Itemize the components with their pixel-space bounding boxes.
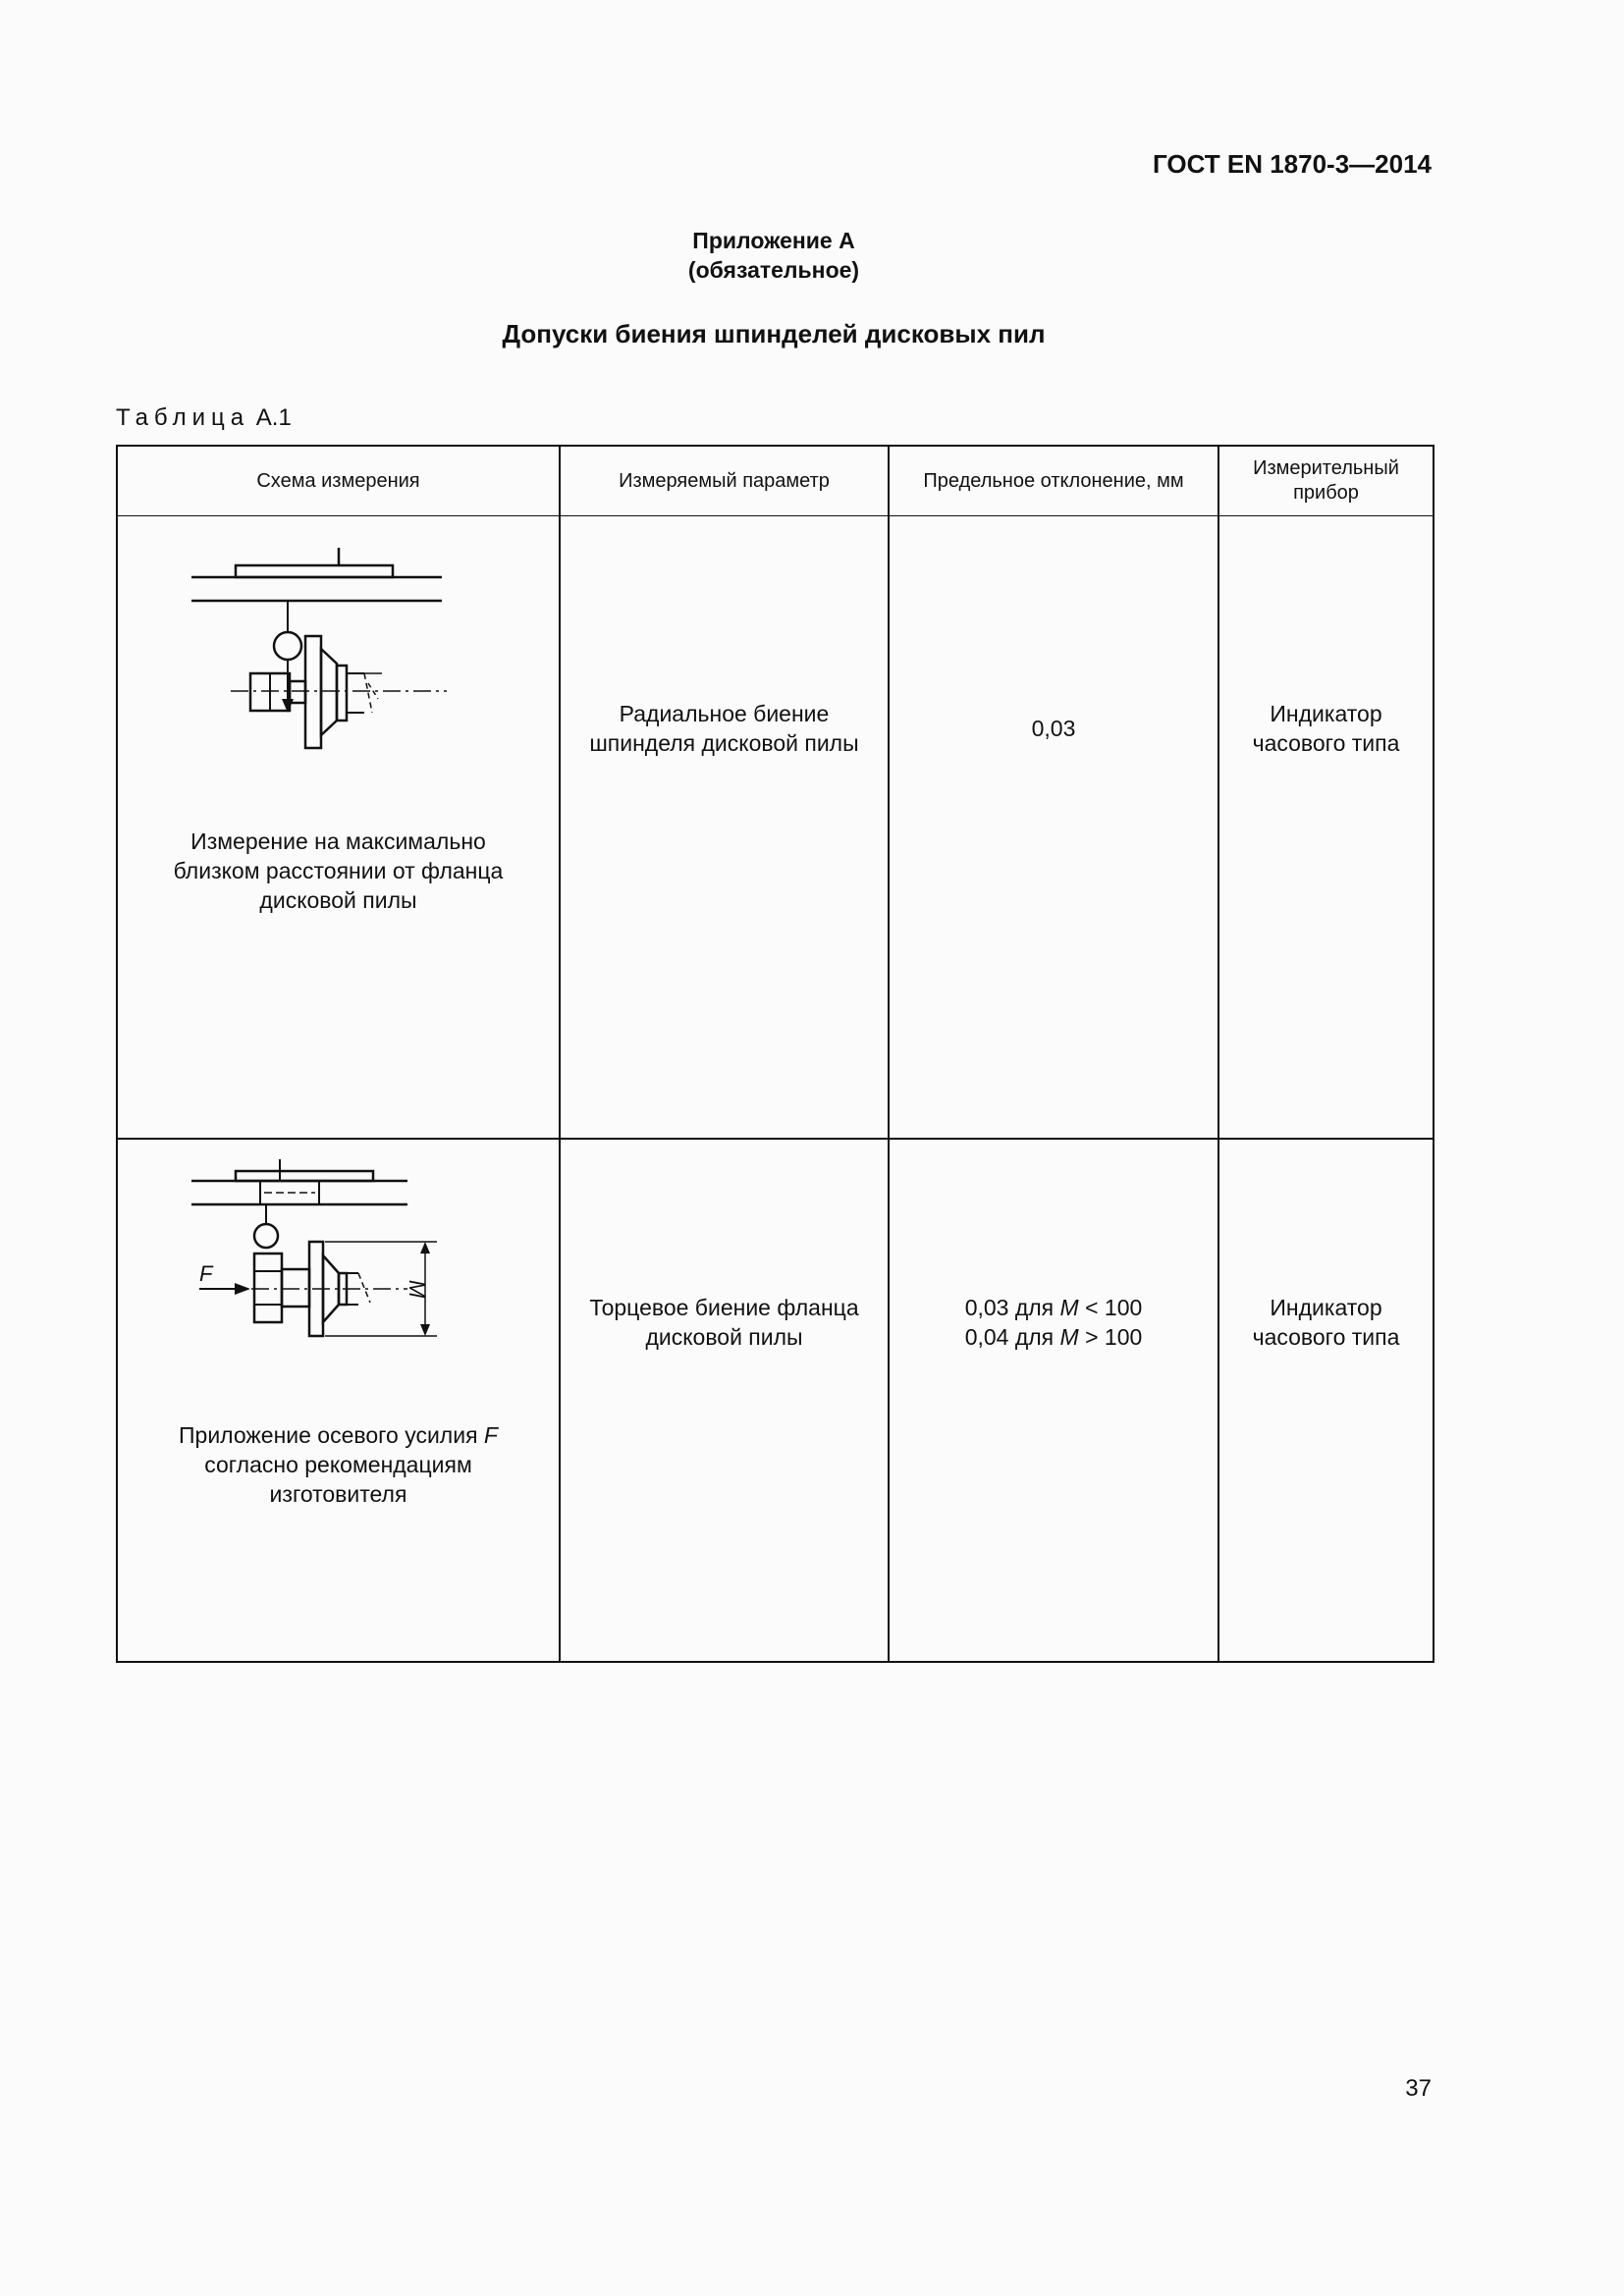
table-header-row (117, 446, 1434, 516)
header-parameter: Измеряемый параметр (560, 446, 889, 516)
scheme-caption (179, 1420, 498, 1509)
axial-runout-diagram (191, 1159, 486, 1415)
table-caption-word: Таблица (116, 404, 250, 431)
deviation-line-2: 0,04 для M > 100 (964, 1324, 1143, 1350)
deviation-line-1: 0,03 для M < 100 (964, 1295, 1143, 1320)
caption-force-symbol: F (483, 1422, 498, 1448)
force-label: F (198, 1261, 212, 1286)
table-caption-number: А.1 (255, 404, 292, 431)
tolerance-table (116, 445, 1435, 1663)
parameter-cell: Радиальное биение шпинделя дисковой пилы (560, 516, 889, 1140)
caption-rest: согласно рекомендациям изготовителя (204, 1452, 472, 1507)
section-title: Допуски биения шпинделей дисковых пил (502, 319, 1046, 348)
annex-status: (обязательное) (687, 257, 860, 283)
scheme-cell (117, 1139, 560, 1662)
annex-heading (0, 226, 1547, 285)
scheme-caption: Измерение на максимально близком расстоянии от фланца дисковой пилы (173, 828, 504, 913)
table-row (117, 516, 1434, 1140)
scheme-cell (117, 516, 560, 1140)
header-deviation: Предельное отклонение, мм (889, 446, 1218, 516)
radial-runout-diagram (191, 526, 486, 821)
document-id: ГОСТ EN 1870-3—2014 (1153, 149, 1432, 179)
deviation-cell: 0,03 (889, 516, 1218, 1140)
dimension-label: M (404, 1279, 429, 1299)
deviation-cell (889, 1139, 1218, 1662)
instrument-cell: Индикатор часового типа (1218, 1139, 1434, 1662)
caption-text: Приложение осевого усилия (179, 1422, 484, 1448)
header-scheme: Схема измерения (117, 446, 560, 516)
table-caption (116, 404, 292, 432)
parameter-cell: Торцевое биение фланца дисковой пилы (560, 1139, 889, 1662)
table-row (117, 1139, 1434, 1662)
page-number: 37 (1405, 2075, 1432, 2102)
instrument-cell: Индикатор часового типа (1218, 516, 1434, 1140)
header-instrument: Измерительный прибор (1218, 446, 1434, 516)
annex-title: Приложение А (692, 228, 855, 253)
